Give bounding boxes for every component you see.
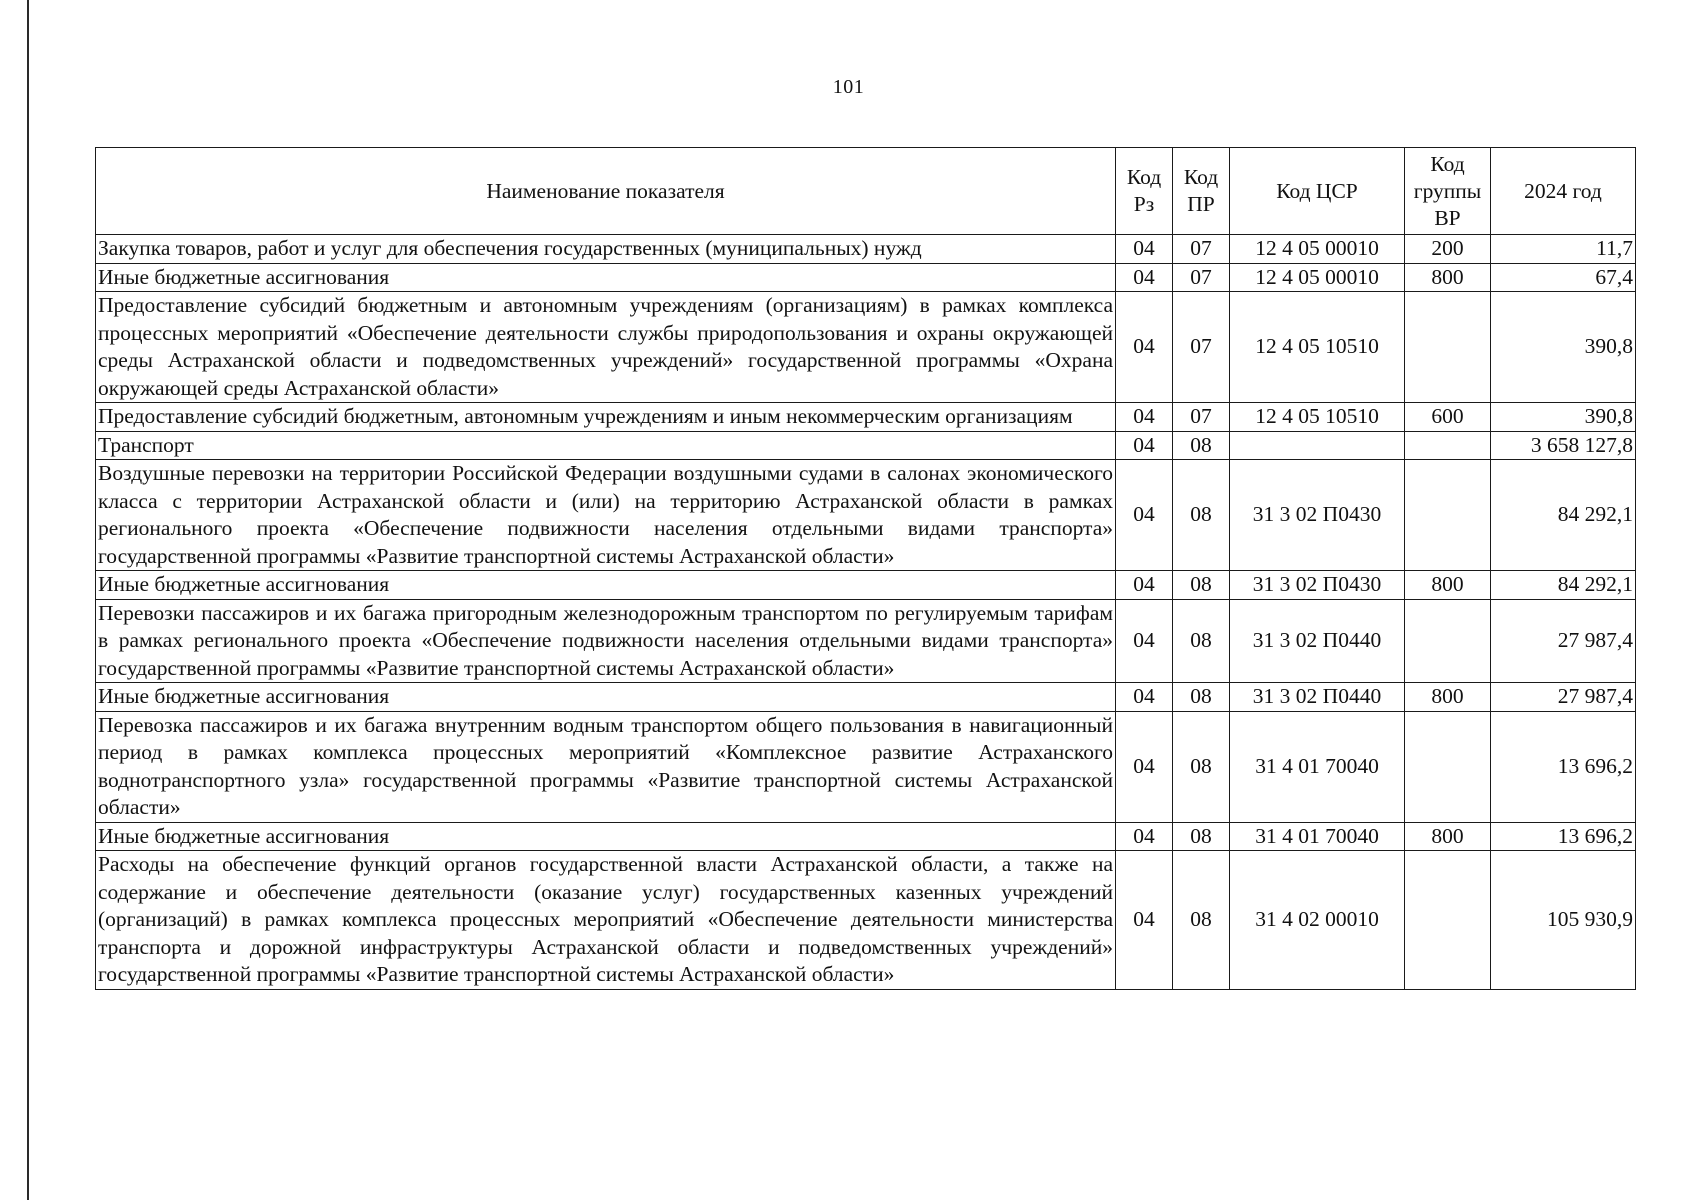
cell-pr: 07 xyxy=(1173,292,1230,403)
cell-name: Закупка товаров, работ и услуг для обеспечения государственных (муниципальных) нужд xyxy=(96,235,1116,264)
binding-edge-line xyxy=(27,0,29,1200)
budget-table xyxy=(95,147,1636,990)
cell-amount: 13 696,2 xyxy=(1491,711,1636,822)
cell-name: Перевозки пассажиров и их багажа пригородным железнодорожным транспортом по регулируемым тарифам в рамках регионального проекта «Обеспечение подвижности населения отдельными видами транспорта» государственной программы «Развитие транспортной системы Астраханской области» xyxy=(96,599,1116,683)
cell-amount: 13 696,2 xyxy=(1491,822,1636,851)
cell-name: Иные бюджетные ассигнования xyxy=(96,683,1116,712)
cell-vr xyxy=(1405,851,1491,990)
cell-rz: 04 xyxy=(1116,263,1173,292)
cell-amount: 84 292,1 xyxy=(1491,571,1636,600)
cell-rz: 04 xyxy=(1116,431,1173,460)
cell-name: Предоставление субсидий бюджетным, автономным учреждениям и иным некоммерческим организациям xyxy=(96,403,1116,432)
cell-csr: 12 4 05 10510 xyxy=(1230,403,1405,432)
cell-vr xyxy=(1405,431,1491,460)
cell-amount: 3 658 127,8 xyxy=(1491,431,1636,460)
cell-vr: 800 xyxy=(1405,822,1491,851)
cell-name: Транспорт xyxy=(96,431,1116,460)
cell-name: Иные бюджетные ассигнования xyxy=(96,263,1116,292)
cell-pr: 07 xyxy=(1173,263,1230,292)
cell-rz: 04 xyxy=(1116,460,1173,571)
cell-pr: 08 xyxy=(1173,851,1230,990)
header-year: 2024 год xyxy=(1491,148,1636,235)
cell-pr: 08 xyxy=(1173,711,1230,822)
cell-name: Воздушные перевозки на территории Российской Федерации воздушными судами в салонах экономического класса с территории Астраханской области и (или) на территорию Астраханской области в рамках регионального проекта «Обеспечение подвижности населения отдельными видами транспорта» государственной программы «Развитие транспортной системы Астраханской области» xyxy=(96,460,1116,571)
cell-amount: 11,7 xyxy=(1491,235,1636,264)
cell-rz: 04 xyxy=(1116,292,1173,403)
header-rz: Код Рз xyxy=(1116,148,1173,235)
cell-vr: 800 xyxy=(1405,571,1491,600)
cell-vr xyxy=(1405,599,1491,683)
table-row xyxy=(96,711,1636,822)
table-row xyxy=(96,235,1636,264)
cell-vr: 200 xyxy=(1405,235,1491,264)
cell-rz: 04 xyxy=(1116,851,1173,990)
cell-csr: 31 3 02 П0430 xyxy=(1230,571,1405,600)
cell-amount: 84 292,1 xyxy=(1491,460,1636,571)
cell-rz: 04 xyxy=(1116,571,1173,600)
cell-csr: 12 4 05 00010 xyxy=(1230,235,1405,264)
cell-vr: 800 xyxy=(1405,263,1491,292)
cell-pr: 08 xyxy=(1173,683,1230,712)
cell-vr: 800 xyxy=(1405,683,1491,712)
cell-vr: 600 xyxy=(1405,403,1491,432)
header-vr: Код группы ВР xyxy=(1405,148,1491,235)
table-header-row xyxy=(96,148,1636,235)
cell-pr: 08 xyxy=(1173,822,1230,851)
cell-csr: 31 3 02 П0440 xyxy=(1230,683,1405,712)
cell-csr: 31 3 02 П0440 xyxy=(1230,599,1405,683)
cell-csr: 31 4 02 00010 xyxy=(1230,851,1405,990)
header-name: Наименование показателя xyxy=(96,148,1116,235)
cell-amount: 390,8 xyxy=(1491,292,1636,403)
table-row xyxy=(96,403,1636,432)
table-row xyxy=(96,292,1636,403)
cell-csr: 12 4 05 10510 xyxy=(1230,292,1405,403)
cell-name: Иные бюджетные ассигнования xyxy=(96,571,1116,600)
table-row xyxy=(96,431,1636,460)
cell-csr: 12 4 05 00010 xyxy=(1230,263,1405,292)
cell-pr: 08 xyxy=(1173,599,1230,683)
table-row xyxy=(96,851,1636,990)
cell-vr xyxy=(1405,292,1491,403)
cell-amount: 27 987,4 xyxy=(1491,599,1636,683)
cell-pr: 07 xyxy=(1173,235,1230,264)
cell-name: Перевозка пассажиров и их багажа внутренним водным транспортом общего пользования в навигационный период в рамках комплекса процессных мероприятий «Комплексное развитие Астраханского воднотранспортного узла» государственной программы «Развитие транспортной системы Астраханской области» xyxy=(96,711,1116,822)
cell-amount: 67,4 xyxy=(1491,263,1636,292)
table-row xyxy=(96,263,1636,292)
cell-pr: 08 xyxy=(1173,571,1230,600)
cell-amount: 27 987,4 xyxy=(1491,683,1636,712)
cell-csr: 31 4 01 70040 xyxy=(1230,711,1405,822)
cell-pr: 07 xyxy=(1173,403,1230,432)
cell-name: Предоставление субсидий бюджетным и автономным учреждениям (организациям) в рамках комплекса процессных мероприятий «Обеспечение деятельности службы природопользования и охраны окружающей среды Астраханской области и подведомственных учреждений» государственной программы «Охрана окружающей среды Астраханской области» xyxy=(96,292,1116,403)
page-number: 101 xyxy=(832,76,865,98)
cell-rz: 04 xyxy=(1116,683,1173,712)
cell-amount: 105 930,9 xyxy=(1491,851,1636,990)
cell-amount: 390,8 xyxy=(1491,403,1636,432)
cell-rz: 04 xyxy=(1116,599,1173,683)
cell-rz: 04 xyxy=(1116,822,1173,851)
table-row xyxy=(96,460,1636,571)
cell-csr: 31 4 01 70040 xyxy=(1230,822,1405,851)
table-row xyxy=(96,822,1636,851)
table-row xyxy=(96,683,1636,712)
header-pr: Код ПР xyxy=(1173,148,1230,235)
cell-csr: 31 3 02 П0430 xyxy=(1230,460,1405,571)
cell-pr: 08 xyxy=(1173,460,1230,571)
cell-name: Расходы на обеспечение функций органов государственной власти Астраханской области, а также на содержание и обеспечение деятельности (оказание услуг) государственных казенных учреждений (организаций) в рамках комплекса процессных мероприятий «Обеспечение деятельности министерства транспорта и дорожной инфраструктуры Астраханской области и подведомственных учреждений» государственной программы «Развитие транспортной системы Астраханской области» xyxy=(96,851,1116,990)
cell-rz: 04 xyxy=(1116,711,1173,822)
cell-name: Иные бюджетные ассигнования xyxy=(96,822,1116,851)
cell-rz: 04 xyxy=(1116,403,1173,432)
cell-csr xyxy=(1230,431,1405,460)
header-csr: Код ЦСР xyxy=(1230,148,1405,235)
cell-pr: 08 xyxy=(1173,431,1230,460)
table-row xyxy=(96,599,1636,683)
cell-rz: 04 xyxy=(1116,235,1173,264)
cell-vr xyxy=(1405,711,1491,822)
cell-vr xyxy=(1405,460,1491,571)
table-row xyxy=(96,571,1636,600)
